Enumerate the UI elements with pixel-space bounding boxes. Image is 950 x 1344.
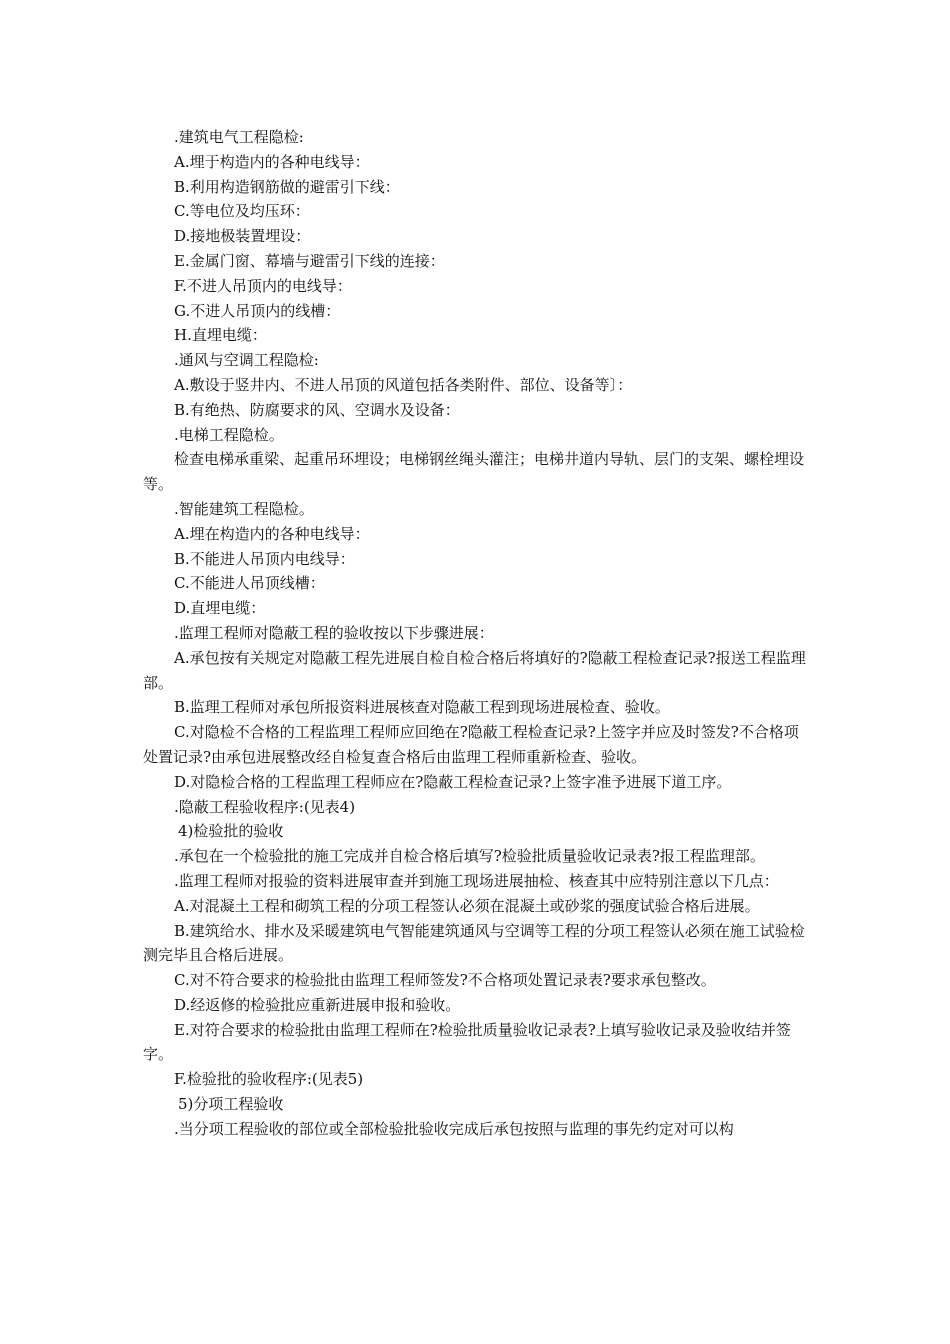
section-heading-subitem-acceptance: 5)分项工程验收	[178, 1095, 284, 1114]
paragraph: .监理工程师对报验的资料进展审查并到施工现场进展抽检、核查其中应特别注意以下几点：	[174, 871, 779, 890]
section-heading-elevator: .电梯工程隐检。	[174, 425, 284, 444]
list-item: C.等电位及均压环：	[174, 202, 310, 221]
section-heading-inspection-batch: 4)检验批的验收	[178, 822, 284, 841]
list-item: A.承包按有关规定对隐蔽工程先进展自检自检合格后将填好的?隐蔽工程检查记录?报送工程监理部。	[143, 648, 806, 692]
list-item: D.经返修的检验批应重新进展申报和验收。	[174, 995, 461, 1014]
list-item: B.建筑给水、排水及采暖建筑电气智能建筑通风与空调等工程的分项工程签认必须在施工试验检测完毕且合格后进展。	[143, 921, 805, 965]
list-item: B.有绝热、防腐要求的风、空调水及设备：	[174, 400, 460, 419]
paragraph: .隐蔽工程验收程序:(见表4)	[174, 797, 356, 816]
list-item: A.对混凝土工程和砌筑工程的分项工程签认必须在混凝土或砂浆的强度试验合格后进展。	[174, 896, 760, 915]
list-item: C.对不符合要求的检验批由监理工程师签发?不合格项处置记录表?要求承包整改。	[174, 971, 716, 990]
list-item: D.对隐检合格的工程监理工程师应在?隐蔽工程检查记录?上签字准予进展下道工序。	[174, 772, 732, 791]
list-item: D.接地极装置埋设：	[174, 227, 311, 246]
section-heading-hvac: .通风与空调工程隐检:	[174, 351, 319, 370]
list-item: A.敷设于竖井内、不进人吊顶的风道包括各类附件、部位、设备等〕：	[174, 375, 633, 394]
list-item: E.对符合要求的检验批由监理工程师在?检验批质量验收记录表?上填写验收记录及验收结并签字。	[143, 1020, 791, 1064]
list-item: A.埋于构造内的各种电线导：	[174, 152, 370, 171]
list-item: D.直埋电缆：	[174, 599, 266, 618]
list-item: B.利用构造钢筋做的避雷引下线：	[174, 177, 400, 196]
paragraph: 检查电梯承重梁、起重吊环埋设；电梯钢丝绳头灌注；电梯井道内导轨、层门的支架、螺栓埋设等。	[143, 450, 805, 494]
list-item: E.金属门窗、幕墙与避雷引下线的连接：	[174, 251, 445, 270]
list-item: F.检验批的验收程序:(见表5)	[174, 1070, 364, 1089]
list-item: A.埋在构造内的各种电线导：	[174, 524, 370, 543]
list-item: C.不能进人吊顶线槽：	[174, 574, 325, 593]
list-item: F.不进人吊顶内的电线导：	[174, 276, 352, 295]
section-heading-acceptance-steps: .监理工程师对隐蔽工程的验收按以下步骤进展：	[174, 623, 494, 642]
section-heading-electrical: .建筑电气工程隐检:	[174, 128, 304, 146]
paragraph: .当分项工程验收的部位或全部检验批验收完成后承包按照与监理的事先约定对可以构	[174, 1119, 734, 1138]
paragraph: .承包在一个检验批的施工完成并自检合格后填写?检验批质量验收记录表?报工程监理部。	[174, 847, 765, 866]
document-body	[143, 125, 813, 1142]
list-item: B.监理工程师对承包所报资料进展核查对隐蔽工程到现场进展检查、验收。	[174, 698, 670, 717]
list-item: H.直埋电缆：	[174, 326, 267, 345]
list-item: G.不进人吊顶内的线槽：	[174, 301, 341, 320]
list-item: B.不能进人吊顶内电线导：	[174, 549, 355, 568]
section-heading-intelligent-building: .智能建筑工程隐检。	[174, 499, 314, 518]
list-item: C.对隐检不合格的工程监理工程师应回绝在?隐蔽工程检查记录?上签字并应及时签发?不合格项处置记录?由承包进展整改经自检复查合格后由监理工程师重新检查、验收。	[143, 723, 799, 766]
